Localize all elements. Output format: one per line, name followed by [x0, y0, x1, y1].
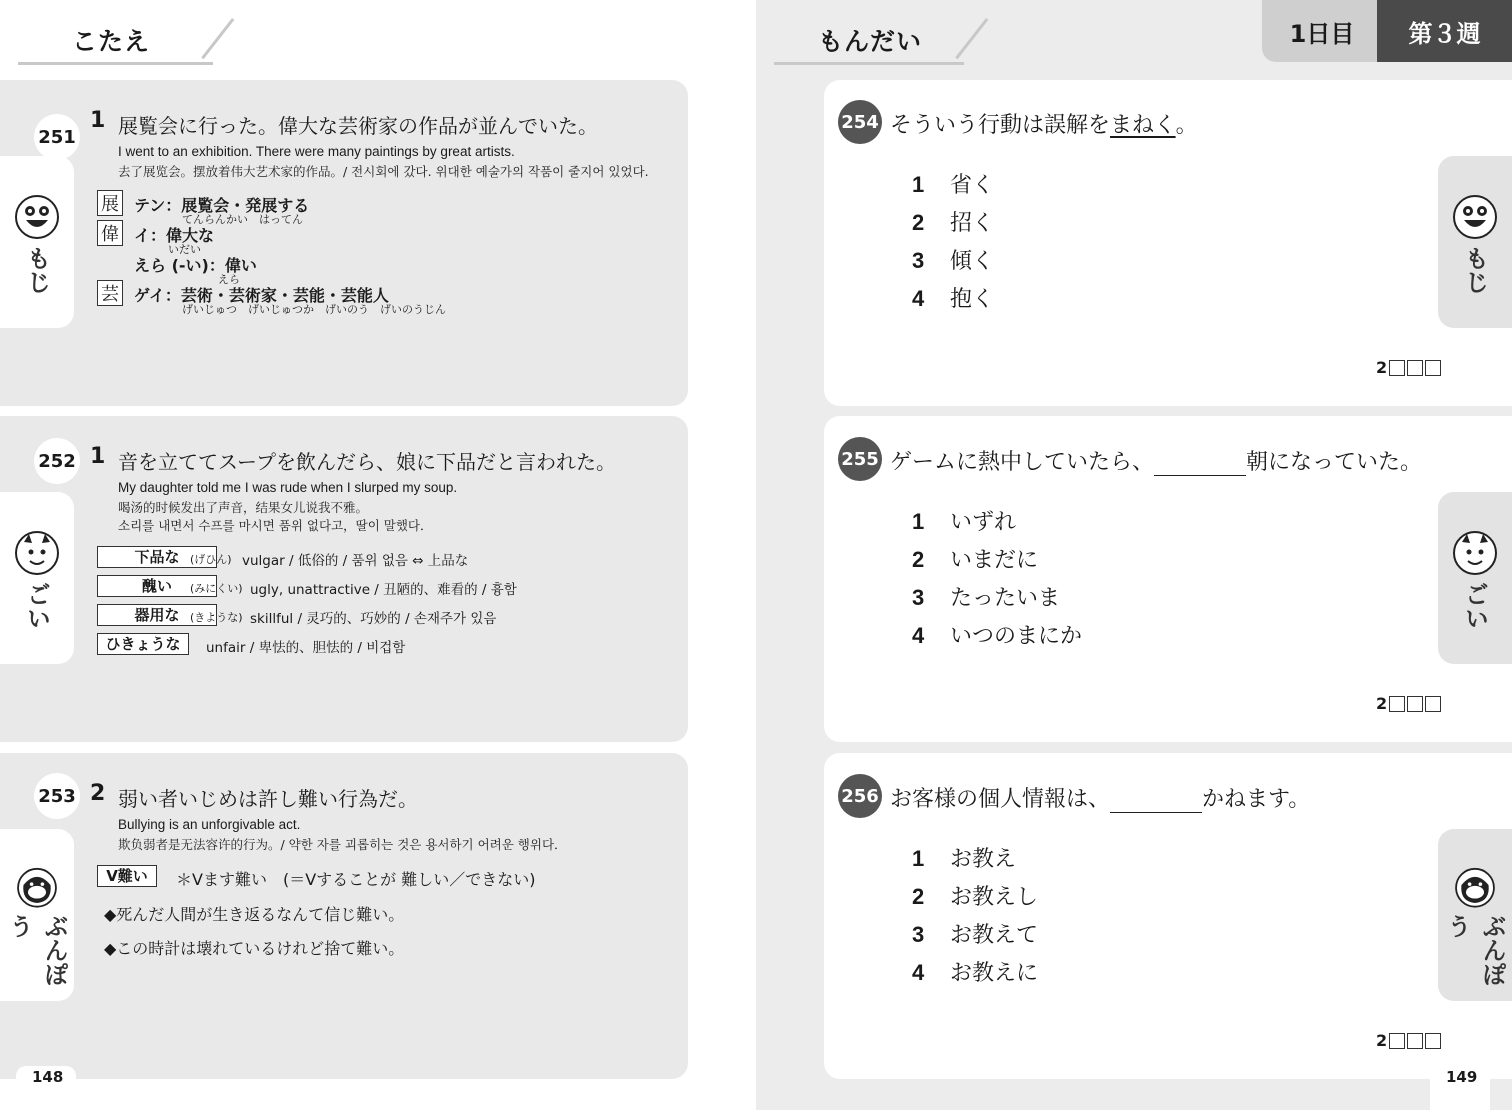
- page-number: 148: [32, 1068, 64, 1086]
- header-underline: [18, 62, 213, 65]
- question-card-256: [824, 753, 1512, 1079]
- vocab-gloss: skillful / 灵巧的、巧妙的 / 손재주가 있음: [250, 611, 497, 627]
- vocab-word-box: 醜い: [97, 575, 217, 597]
- category-tab-goi: [0, 492, 74, 664]
- check-boxes[interactable]: 2: [1376, 694, 1441, 713]
- header-slash: [201, 18, 234, 59]
- category-label: ごい: [1460, 582, 1489, 630]
- option-4[interactable]: 4 いつのまにか: [912, 623, 1083, 649]
- squirrel-icon: [14, 530, 60, 576]
- kanji-reading: いだい: [168, 243, 201, 256]
- vocab-reading: (きような): [190, 611, 243, 624]
- answer-card-252: [0, 416, 688, 742]
- option-3[interactable]: 3 たったいま: [912, 585, 1061, 611]
- question-number: 254: [838, 100, 882, 144]
- option-1[interactable]: 1 省く: [912, 172, 995, 198]
- section-title-answers: こたえ: [72, 27, 151, 56]
- category-tab-bunpou: [1438, 829, 1512, 1001]
- sentence-part: ゲームに熱中していたら、: [890, 450, 1155, 475]
- sentence-part: 朝になっていた。: [1246, 450, 1423, 475]
- option-4[interactable]: 4 抱く: [912, 286, 995, 312]
- vocab-gloss: vulgar / 低俗的 / 품위 없음 ⇔ 上品な: [242, 553, 469, 569]
- vocab-reading: (げひん): [190, 553, 232, 566]
- english-translation: My daughter told me I was rude when I slurped my soup.: [118, 480, 458, 495]
- answer-sentence: 音を立ててスープを飲んだら、娘に下品だと言われた。: [118, 450, 616, 474]
- section-title-questions: もんだい: [818, 27, 923, 56]
- gorilla-icon: [1452, 867, 1498, 908]
- vocab-reading: (みにくい): [190, 582, 243, 595]
- kanji-reading: てんらんかい はってん: [182, 213, 303, 226]
- example-sentence: ◆死んだ人間が生き返るなんて信じ難い。: [104, 905, 405, 924]
- vocab-word-box: ひきょうな: [97, 633, 189, 655]
- english-translation: Bullying is an unforgivable act.: [118, 817, 301, 832]
- check-boxes[interactable]: 2: [1376, 358, 1441, 377]
- option-1[interactable]: 1 いずれ: [912, 509, 1017, 535]
- day-tab: 1日目: [1262, 0, 1382, 62]
- vocab-gloss: ugly, unattractive / 丑陋的、难看的 / 흉함: [250, 582, 517, 598]
- example-sentence: ◆この時計は壊れているけれど捨て難い。: [104, 939, 405, 958]
- owl-icon: [14, 194, 60, 240]
- right-page: [756, 0, 1512, 1110]
- option-3[interactable]: 3 傾く: [912, 248, 995, 274]
- sentence-part: かねます。: [1202, 787, 1311, 812]
- kanji-line: イ：偉大な: [134, 226, 215, 245]
- question-number: 255: [838, 437, 882, 481]
- answer-number: 253: [34, 773, 80, 819]
- english-translation: I went to an exhibition. There were many paintings by great artists.: [118, 144, 515, 159]
- squirrel-icon: [1452, 530, 1498, 576]
- question-sentence: [890, 445, 1422, 476]
- category-tab-moji: [1438, 156, 1512, 328]
- option-3[interactable]: 3 お教えて: [912, 922, 1039, 948]
- kanji-box: 芸: [97, 280, 123, 306]
- answer-choice: 1: [90, 108, 106, 133]
- option-4[interactable]: 4 お教えに: [912, 960, 1039, 986]
- category-tab-goi: [1438, 492, 1512, 664]
- check-boxes[interactable]: 2: [1376, 1031, 1441, 1050]
- question-sentence: [890, 108, 1198, 139]
- grammar-pattern-note: ＊Vます難い (＝Vすることが 難しい／できない): [176, 870, 536, 889]
- question-card-254: [824, 80, 1512, 406]
- vocab-gloss: unfair / 卑怯的、胆怯的 / 비겁함: [206, 640, 406, 656]
- question-card-255: [824, 416, 1512, 742]
- vocab-word-box: 下品な: [97, 546, 217, 568]
- korean-translation: 소리를 내면서 수프를 마시면 품위 없다고，딸이 말했다．: [118, 518, 433, 533]
- chinese-korean-translation: 欺负弱者是无法容许的行为。/ 약한 자를 괴롭히는 것은 용서하기 어려운 행위다．: [118, 837, 567, 852]
- kanji-line: ゲイ：芸術・芸術家・芸能・芸能人: [134, 286, 389, 305]
- grammar-pattern-box: V難い: [97, 865, 157, 887]
- category-label: ぶんぽう: [1443, 914, 1506, 987]
- chinese-korean-translation: 去了展览会。摆放着伟大艺术家的作品。/ 전시회에 갔다. 위대한 예술가의 작품이 줄지어 있었다.: [118, 164, 649, 179]
- owl-icon: [1452, 194, 1498, 240]
- gorilla-icon: [14, 867, 60, 908]
- category-label: ごい: [22, 582, 51, 630]
- answer-choice: 1: [90, 444, 106, 469]
- category-label: ぶんぽう: [5, 914, 68, 987]
- kanji-reading: えら: [218, 273, 240, 286]
- kanji-line: テン：展覧会・発展する: [134, 196, 310, 215]
- question-sentence: [890, 782, 1310, 813]
- vocab-word-box: 器用な: [97, 604, 217, 626]
- answer-blank[interactable]: [1110, 792, 1202, 813]
- category-label: もじ: [22, 246, 51, 294]
- sentence-part: そういう行動は誤解を: [890, 113, 1111, 138]
- answer-sentence: 弱い者いじめは許し難い行為だ。: [118, 787, 418, 811]
- week-tab: 第３週: [1377, 0, 1512, 62]
- option-2[interactable]: 2 お教えし: [912, 884, 1039, 910]
- answer-number: 252: [34, 438, 80, 484]
- option-2[interactable]: 2 いまだに: [912, 547, 1039, 573]
- header-slash: [955, 18, 988, 59]
- option-1[interactable]: 1 お教え: [912, 846, 1017, 872]
- kanji-box: 偉: [97, 220, 123, 246]
- sentence-part: 。: [1175, 113, 1198, 138]
- chinese-translation: 喝汤的时候发出了声音，结果女儿说我不雅。: [118, 500, 369, 515]
- answer-sentence: 展覧会に行った。偉大な芸術家の作品が並んでいた。: [118, 114, 598, 138]
- option-2[interactable]: 2 招く: [912, 210, 995, 236]
- page-number: 149: [1446, 1068, 1478, 1086]
- answer-card-251: [0, 80, 688, 406]
- answer-choice: 2: [90, 781, 106, 806]
- sentence-part: お客様の個人情報は、: [890, 787, 1111, 812]
- category-label: もじ: [1460, 246, 1489, 294]
- kanji-line: えら (-い)：偉い: [134, 256, 257, 275]
- category-tab-moji: [0, 156, 74, 328]
- answer-card-253: [0, 753, 688, 1079]
- answer-number: 251: [34, 114, 80, 160]
- kanji-box: 展: [97, 190, 123, 216]
- category-tab-bunpou: [0, 829, 74, 1001]
- answer-blank[interactable]: [1154, 455, 1246, 476]
- underlined-word: まねく: [1110, 113, 1176, 138]
- kanji-reading: げいじゅつ げいじゅつか げいのう げいのうじん: [182, 303, 446, 316]
- header-underline: [774, 62, 964, 65]
- question-number: 256: [838, 774, 882, 818]
